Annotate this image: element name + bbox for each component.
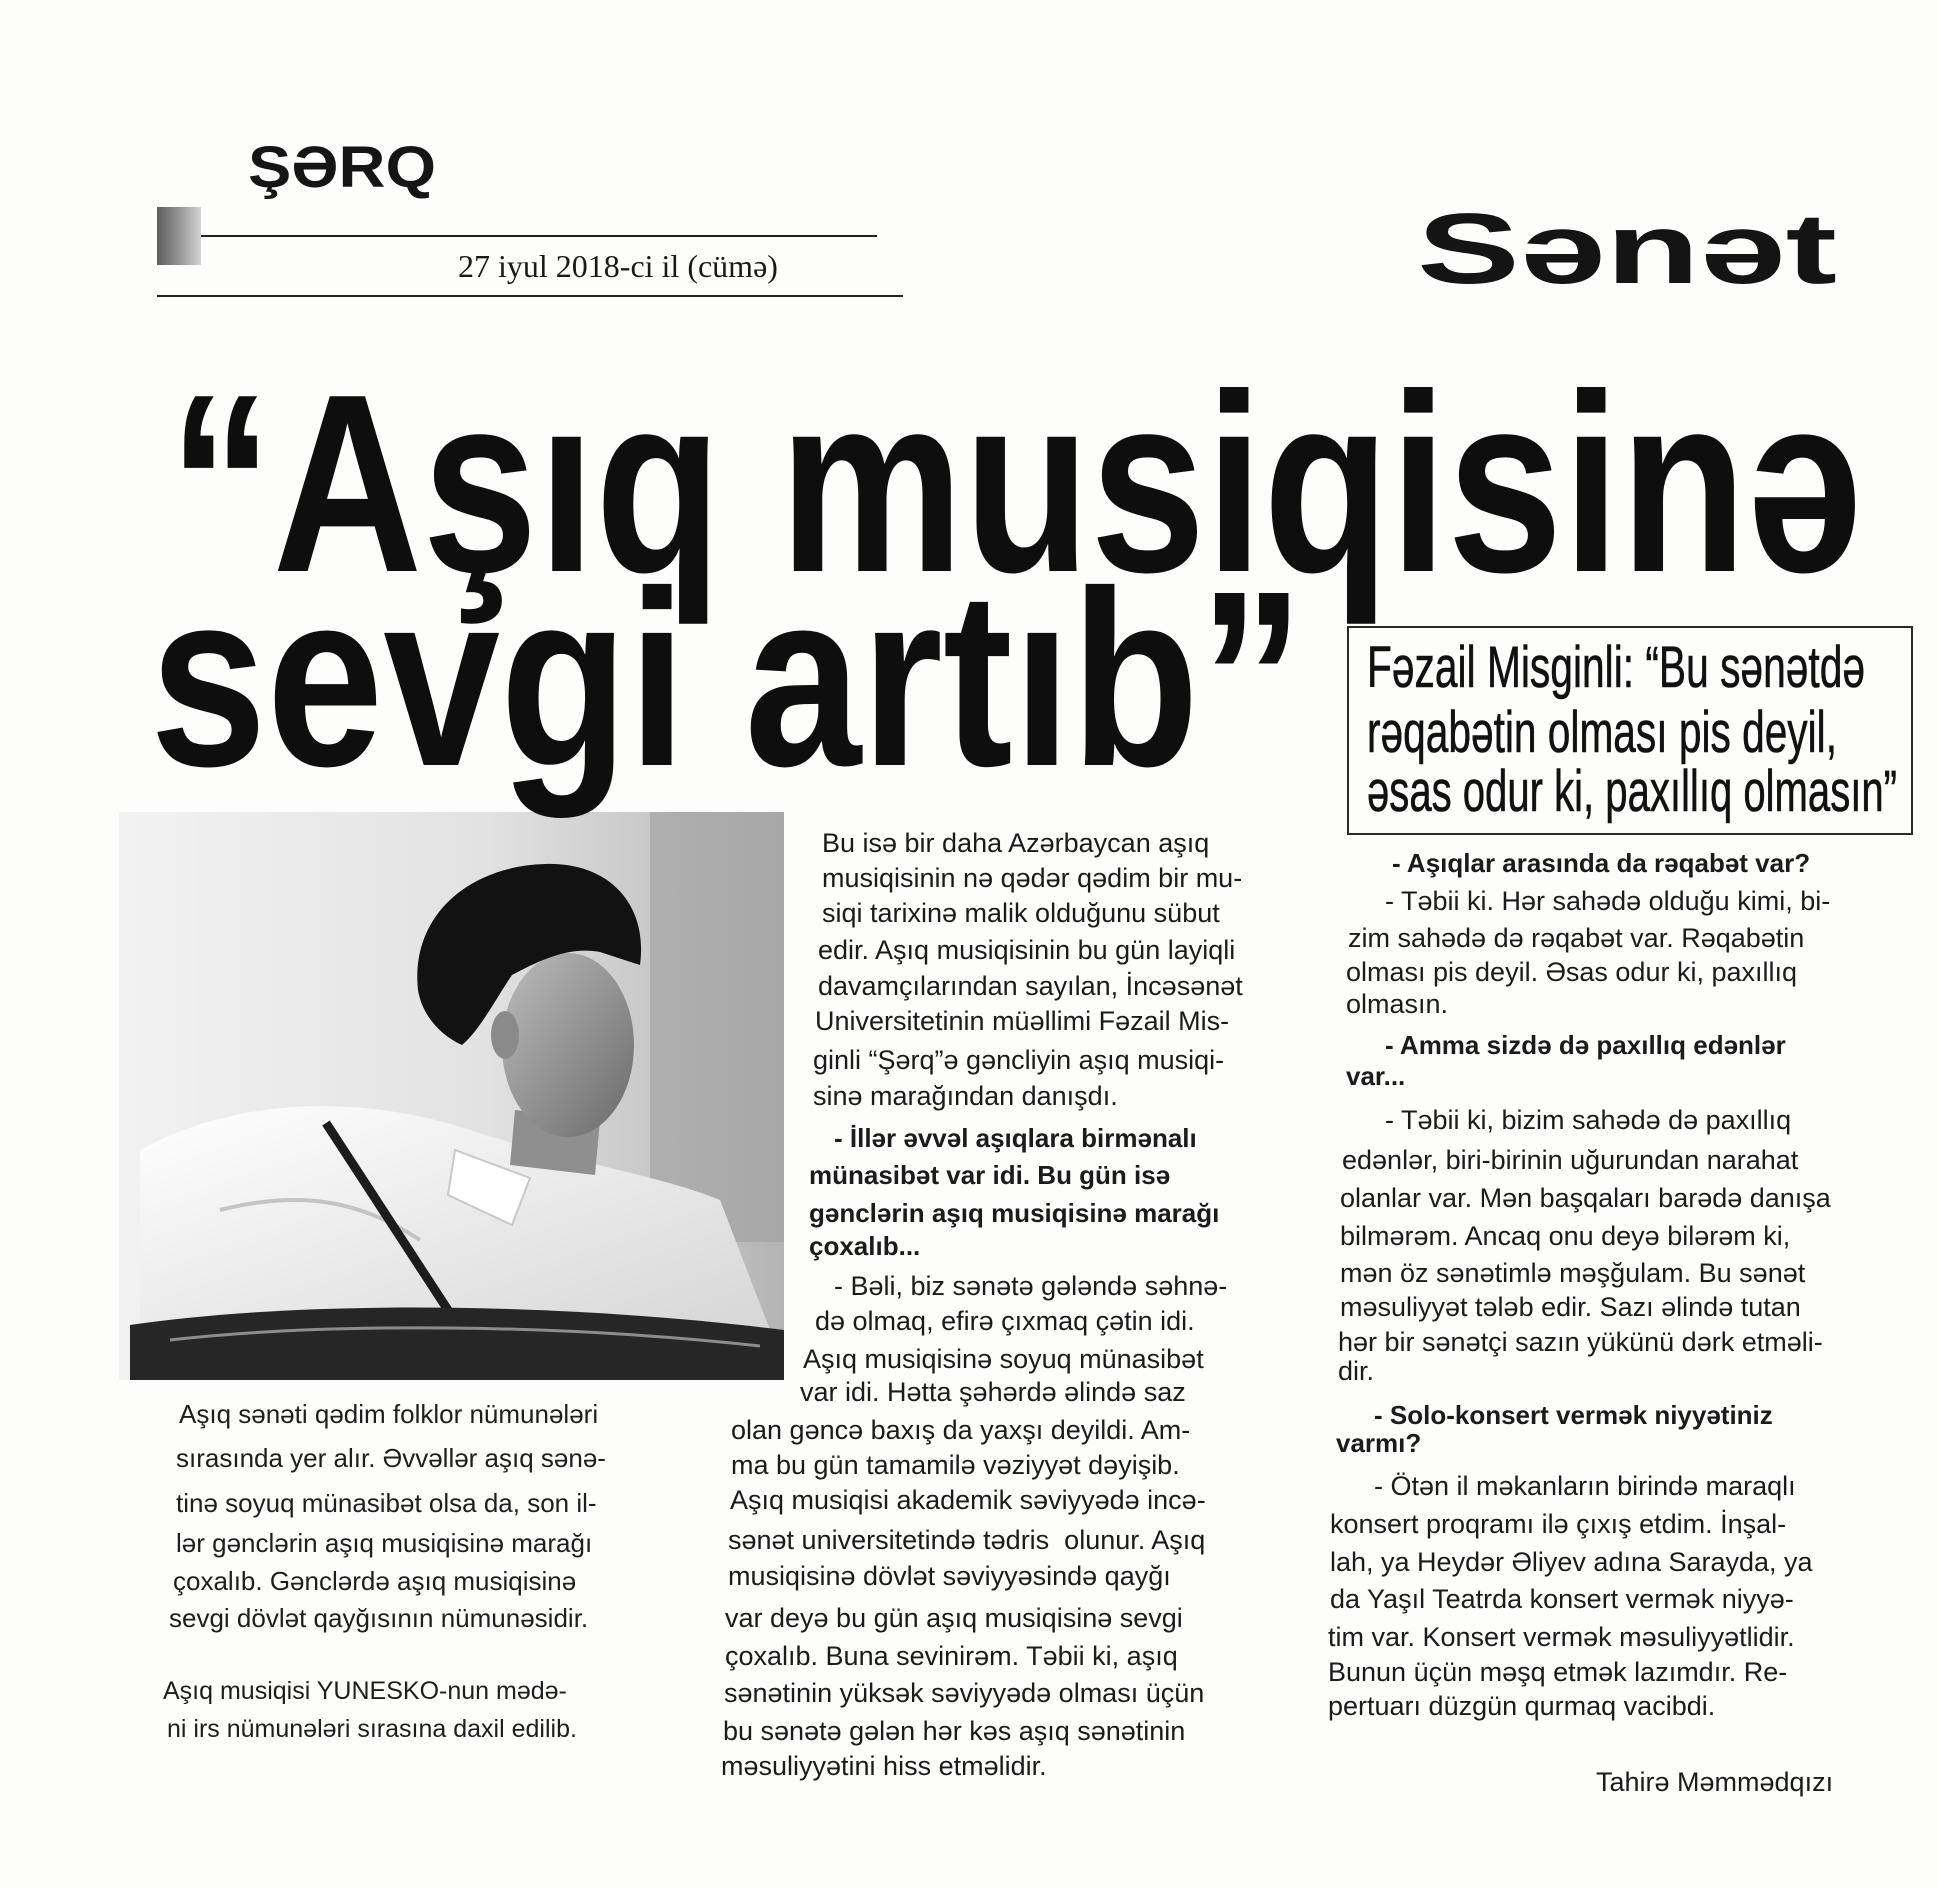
body-line: zim sahədə də rəqabət var. Rəqabətin — [1348, 923, 1805, 953]
body-line: olması pis deyil. Əsas odur ki, paxıllıq — [1346, 957, 1797, 987]
issue-date: 27 iyul 2018-ci il (cümə) — [458, 248, 778, 284]
caption-line: Aşıq sənəti qədim folklor nümunələri — [179, 1399, 599, 1429]
body-line: ginli “Şərq”ə gəncliyin aşıq musiqi- — [813, 1045, 1225, 1075]
question-line: - Amma sizdə də paxıllıq edənlər — [1385, 1030, 1786, 1060]
body-line: - Təbii ki, bizim sahədə də paxıllıq — [1385, 1105, 1792, 1135]
body-line: olan gəncə baxış da yaxşı deyildi. Am- — [731, 1415, 1191, 1445]
body-line: lah, ya Heydər Əliyev adına Sarayda, ya — [1330, 1547, 1813, 1577]
date-top-rule — [201, 235, 877, 237]
body-line: edir. Aşıq musiqisinin bu gün layiqli — [818, 935, 1236, 965]
question-line: çoxalıb... — [809, 1231, 921, 1261]
note-line: ni irs nümunələri sırasına daxil edilib. — [167, 1715, 577, 1743]
body-line: də olmaq, efirə çıxmaq çətin idi. — [815, 1306, 1195, 1336]
body-line: edənlər, biri-birinin uğurundan narahat — [1342, 1145, 1799, 1175]
body-line: konsert proqramı ilə çıxış etdim. İnşal- — [1330, 1509, 1787, 1539]
caption-line: çoxalıb. Gənclərdə aşıq musiqisinə — [173, 1566, 577, 1596]
body-line: Aşıq musiqisinə soyuq münasibət — [803, 1344, 1204, 1374]
body-line: - Ötən il məkanların birində maraqlı — [1374, 1471, 1796, 1501]
body-line: olmasın. — [1346, 989, 1449, 1019]
body-line: sənətinin yüksək səviyyədə olması üçün — [724, 1678, 1205, 1708]
ear — [491, 1011, 519, 1059]
body-line: mən öz sənətimlə məşğulam. Bu sənət — [1340, 1258, 1806, 1288]
question-line: - Aşıqlar arasında da rəqabət var? — [1392, 848, 1811, 878]
body-line: olanlar var. Mən başqaları barədə danışa — [1340, 1183, 1831, 1213]
body-line: var deyə bu gün aşıq musiqisinə sevgi — [725, 1603, 1183, 1633]
question-line: gənclərin aşıq musiqisinə marağı — [809, 1198, 1220, 1228]
body-line: məsuliyyət tələb edir. Sazı əlində tutan — [1340, 1292, 1801, 1322]
note-line: Aşıq musiqisi YUNESKO-nun mədə- — [163, 1677, 567, 1705]
body-line: var idi. Hətta şəhərdə əlində saz — [800, 1377, 1186, 1407]
musician-photo — [119, 812, 784, 1380]
question-line: varmı? — [1336, 1428, 1422, 1458]
body-line: - Təbii ki. Hər sahədə olduğu kimi, bi- — [1385, 886, 1831, 916]
body-line: sənət universitetində tədris olunur. Aşıq — [728, 1525, 1206, 1555]
question-line: - Solo-konsert vermək niyyətiniz — [1374, 1400, 1773, 1430]
body-line: ma bu gün tamamilə vəziyyət dəyişib. — [731, 1450, 1180, 1480]
body-line: pertuarı düzgün qurmaq vacibdi. — [1328, 1691, 1716, 1721]
caption-line: lər gənclərin aşıq musiqisinə marağı — [176, 1528, 593, 1558]
pull-quote-line: rəqabətin olması pis deyil, — [1367, 700, 1837, 765]
question-line: - İllər əvvəl aşıqlara birmənalı — [834, 1123, 1197, 1153]
question-line: münasibət var idi. Bu gün isə — [809, 1160, 1171, 1190]
body-line: siqi tarixinə malik olduğunu sübut — [822, 898, 1220, 928]
body-line: davamçılarından sayılan, İncəsənət — [818, 971, 1243, 1001]
pull-quote-line: əsas odur ki, paxıllıq olmasın” — [1367, 759, 1897, 824]
caption-line: sevgi dövlət qayğısının nümunəsidir. — [169, 1603, 589, 1633]
body-line: tim var. Konsert vermək məsuliyyətlidir. — [1328, 1622, 1795, 1652]
section-title: Sənət — [1417, 193, 1837, 305]
question-line: var... — [1346, 1061, 1406, 1091]
body-line: da Yaşıl Teatrda konsert vermək niyyə- — [1330, 1584, 1794, 1614]
body-line: hər bir sənətçi sazın yükünü dərk etməli- — [1338, 1327, 1823, 1357]
caption-line: sırasında yer alır. Əvvəllər aşıq sənə- — [176, 1443, 606, 1473]
body-line: bilmərəm. Ancaq onu deyə bilərəm ki, — [1340, 1221, 1791, 1251]
face — [502, 953, 634, 1137]
body-line: Bu isə bir daha Azərbaycan aşıq — [822, 828, 1210, 858]
author-byline: Tahirə Məmmədqızı — [1596, 1767, 1834, 1797]
date-bottom-rule — [157, 295, 903, 297]
body-line: Bunun üçün məşq etmək lazımdır. Re- — [1328, 1657, 1788, 1687]
body-line: musiqisinə dövlət səviyyəsində qayğı — [728, 1561, 1171, 1591]
date-strip-bar — [157, 207, 201, 265]
body-line: musiqisinin nə qədər qədim bir mu- — [822, 863, 1243, 893]
body-line: bu sənətə gələn hər kəs aşıq sənətinin — [723, 1716, 1186, 1746]
body-line: məsuliyyətini hiss etməlidir. — [721, 1751, 1047, 1781]
body-line: sinə marağından danışdı. — [813, 1081, 1118, 1111]
pull-quote-line: Fəzail Misginli: “Bu sənətdə — [1367, 635, 1865, 700]
body-line: dir. — [1338, 1356, 1375, 1386]
body-line: çoxalıb. Buna sevinirəm. Təbii ki, aşıq — [725, 1641, 1178, 1671]
body-line: Universitetinin müəllimi Fəzail Mis- — [815, 1006, 1230, 1036]
body-line: - Bəli, biz sənətə gələndə səhnə- — [834, 1271, 1228, 1301]
body-line: Aşıq musiqisi akademik səviyyədə incə- — [730, 1485, 1206, 1515]
photo-backdrop-shadow — [650, 812, 784, 1242]
masthead-logo: ŞƏRQ — [248, 135, 436, 200]
headline-line-1: “Aşıq musiqisinə — [169, 341, 1862, 625]
caption-line: tinə soyuq münasibət olsa da, son il- — [176, 1488, 597, 1518]
headline-line-2: sevgi artıb” — [150, 539, 1304, 818]
